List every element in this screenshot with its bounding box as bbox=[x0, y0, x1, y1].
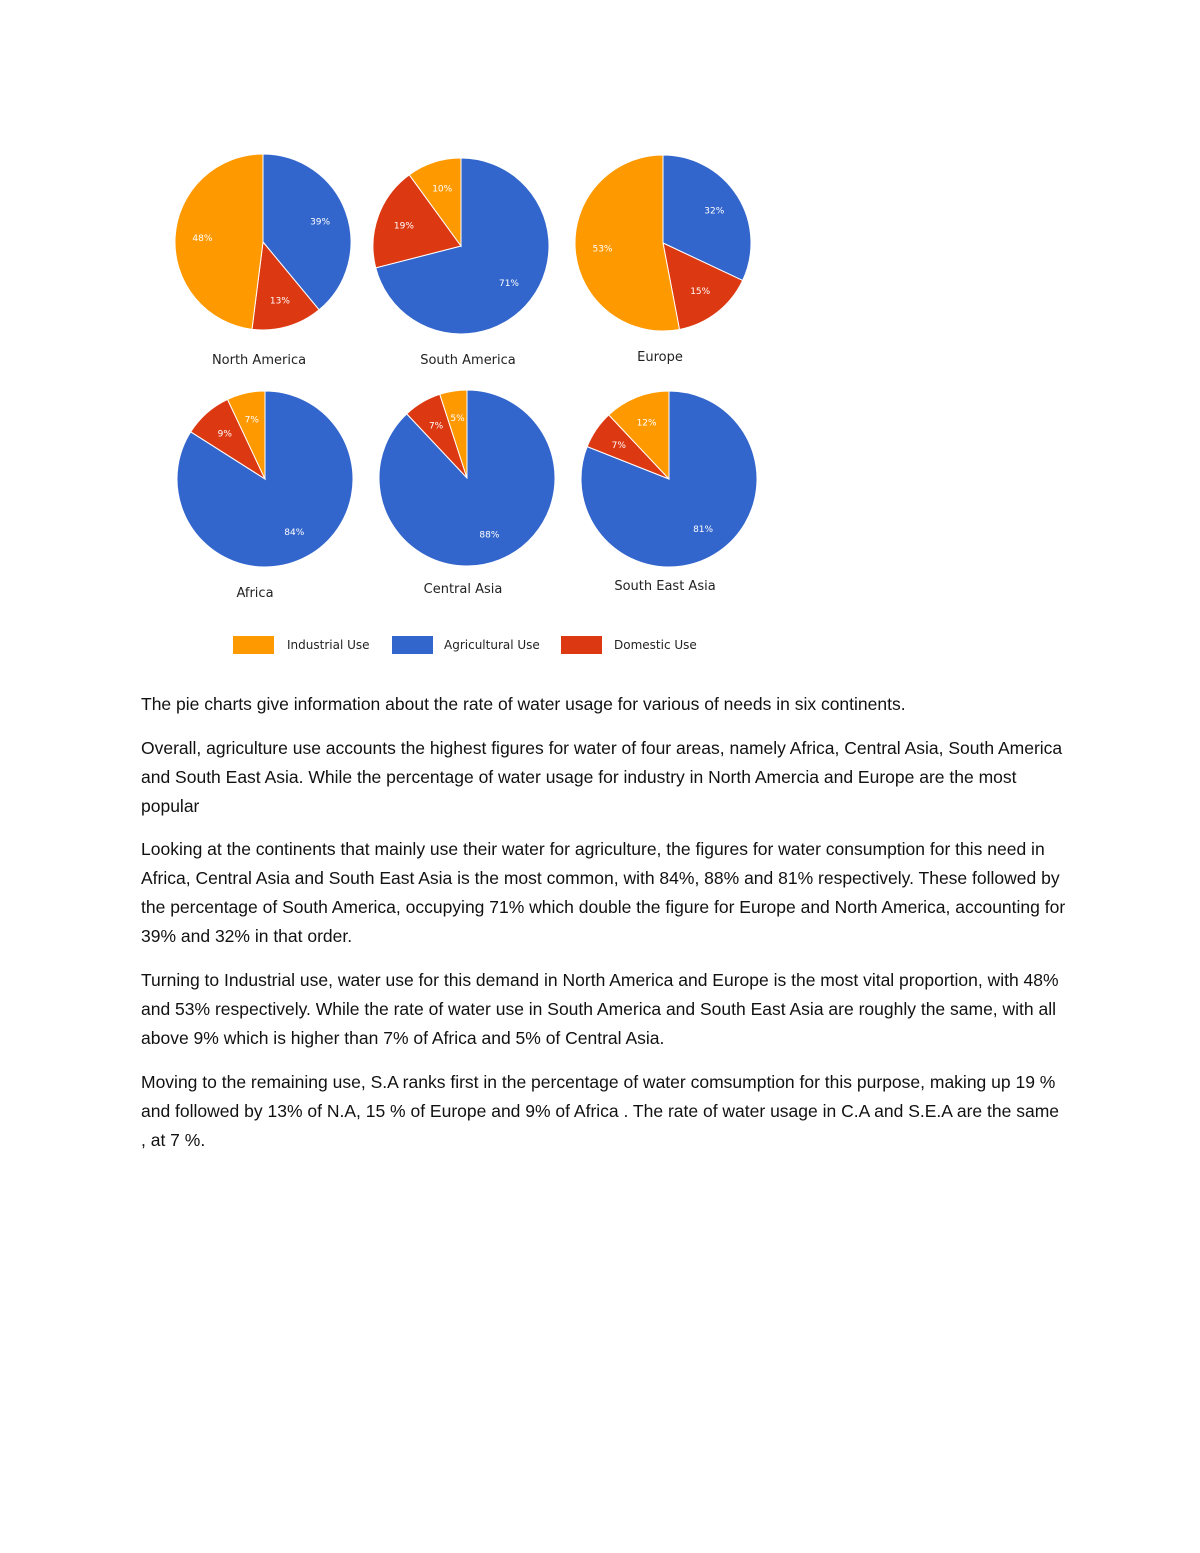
slice-label-north-america-industrial-use: 48% bbox=[192, 234, 213, 245]
legend-item-agricultural-use bbox=[392, 636, 540, 654]
pie-title-north-america: North America bbox=[211, 353, 307, 368]
slice-label-south-east-asia-agricultural-use: 81% bbox=[693, 525, 714, 536]
slice-label-south-east-asia-domestic-use: 7% bbox=[611, 440, 626, 451]
slice-label-africa-domestic-use: 9% bbox=[217, 429, 232, 440]
slice-label-africa-agricultural-use: 84% bbox=[284, 528, 305, 539]
slice-north-america-industrial-use bbox=[175, 154, 263, 329]
essay-text bbox=[141, 690, 1066, 1169]
legend-item-domestic-use bbox=[561, 636, 697, 654]
slice-label-europe-industrial-use: 53% bbox=[592, 244, 613, 255]
pie-title-central-asia: Central Asia bbox=[423, 582, 503, 597]
pie-south-america bbox=[373, 158, 549, 368]
slice-label-central-asia-domestic-use: 7% bbox=[428, 421, 444, 432]
pie-north-america bbox=[175, 154, 351, 368]
slice-label-europe-agricultural-use: 32% bbox=[704, 206, 725, 217]
legend-label-industrial-use: Industrial Use bbox=[287, 638, 370, 652]
chart-legend bbox=[233, 636, 697, 654]
slice-label-north-america-agricultural-use: 39% bbox=[310, 217, 331, 228]
pie-title-africa: Africa bbox=[236, 586, 274, 601]
slice-label-south-east-asia-industrial-use: 12% bbox=[636, 418, 657, 429]
legend-swatch-domestic-use bbox=[561, 636, 602, 654]
essay-paragraph-domestic: Moving to the remaining use, S.A ranks first in the percentage of water comsumption for this purpose, making up 19 % and followed by 13% of N.A, 15 % of Europe and 9% of Africa . The rate of water usage in C.A and S.E.A are the same , at 7 %. bbox=[141, 1071, 1059, 1150]
pie-title-europe: Europe bbox=[637, 350, 683, 365]
pie-title-south-america: South America bbox=[420, 353, 516, 368]
legend-label-agricultural-use: Agricultural Use bbox=[444, 638, 540, 652]
pies-layer bbox=[175, 154, 757, 601]
slice-label-central-asia-agricultural-use: 88% bbox=[479, 530, 500, 541]
pie-south-east-asia bbox=[581, 391, 757, 594]
essay-paragraph-agriculture: Looking at the continents that mainly use their water for agriculture, the figures for water consumption for this need in Africa, Central Asia and South East Asia is the most common, with 84%, 88% and 81% respectively. These followed by the percentage of South America, occupying 71% which double the figure for Europe and North America, accounting for 39% and 32% in that order. bbox=[141, 839, 1066, 947]
slice-label-central-asia-industrial-use: 5% bbox=[450, 414, 465, 424]
slice-label-africa-industrial-use: 7% bbox=[244, 415, 259, 426]
slice-label-south-america-domestic-use: 19% bbox=[393, 221, 414, 232]
essay-paragraph-industrial: Turning to Industrial use, water use for this demand in North America and Europe is the most vital proportion, with 48% and 53% respectively. While the rate of water use in South America and South East Asia are roughly the same, with all above 9% which is higher than 7% of Africa and 5% of Central Asia. bbox=[141, 970, 1059, 1049]
pie-charts-figure bbox=[0, 0, 800, 670]
legend-swatch-agricultural-use bbox=[392, 636, 433, 654]
legend-swatch-industrial-use bbox=[233, 636, 274, 654]
slice-label-north-america-domestic-use: 13% bbox=[269, 296, 290, 307]
pie-africa bbox=[177, 391, 353, 601]
pie-title-south-east-asia: South East Asia bbox=[614, 579, 716, 594]
essay-paragraph-overview: Overall, agriculture use accounts the highest figures for water of four areas, namely Africa, Central Asia, South America and South East Asia. While the percentage of water usage for industry in North Amercia and Europe are the most popular bbox=[141, 737, 1063, 816]
legend-label-domestic-use: Domestic Use bbox=[614, 638, 697, 652]
essay-paragraph-intro: The pie charts give information about the rate of water usage for various of needs in six continents. bbox=[141, 694, 906, 714]
pie-europe bbox=[575, 155, 751, 365]
slice-label-europe-domestic-use: 15% bbox=[690, 287, 711, 297]
legend-item-industrial-use bbox=[233, 636, 370, 654]
pie-central-asia bbox=[379, 390, 555, 597]
slice-label-south-america-industrial-use: 10% bbox=[432, 184, 453, 195]
slice-label-south-america-agricultural-use: 71% bbox=[498, 279, 520, 290]
